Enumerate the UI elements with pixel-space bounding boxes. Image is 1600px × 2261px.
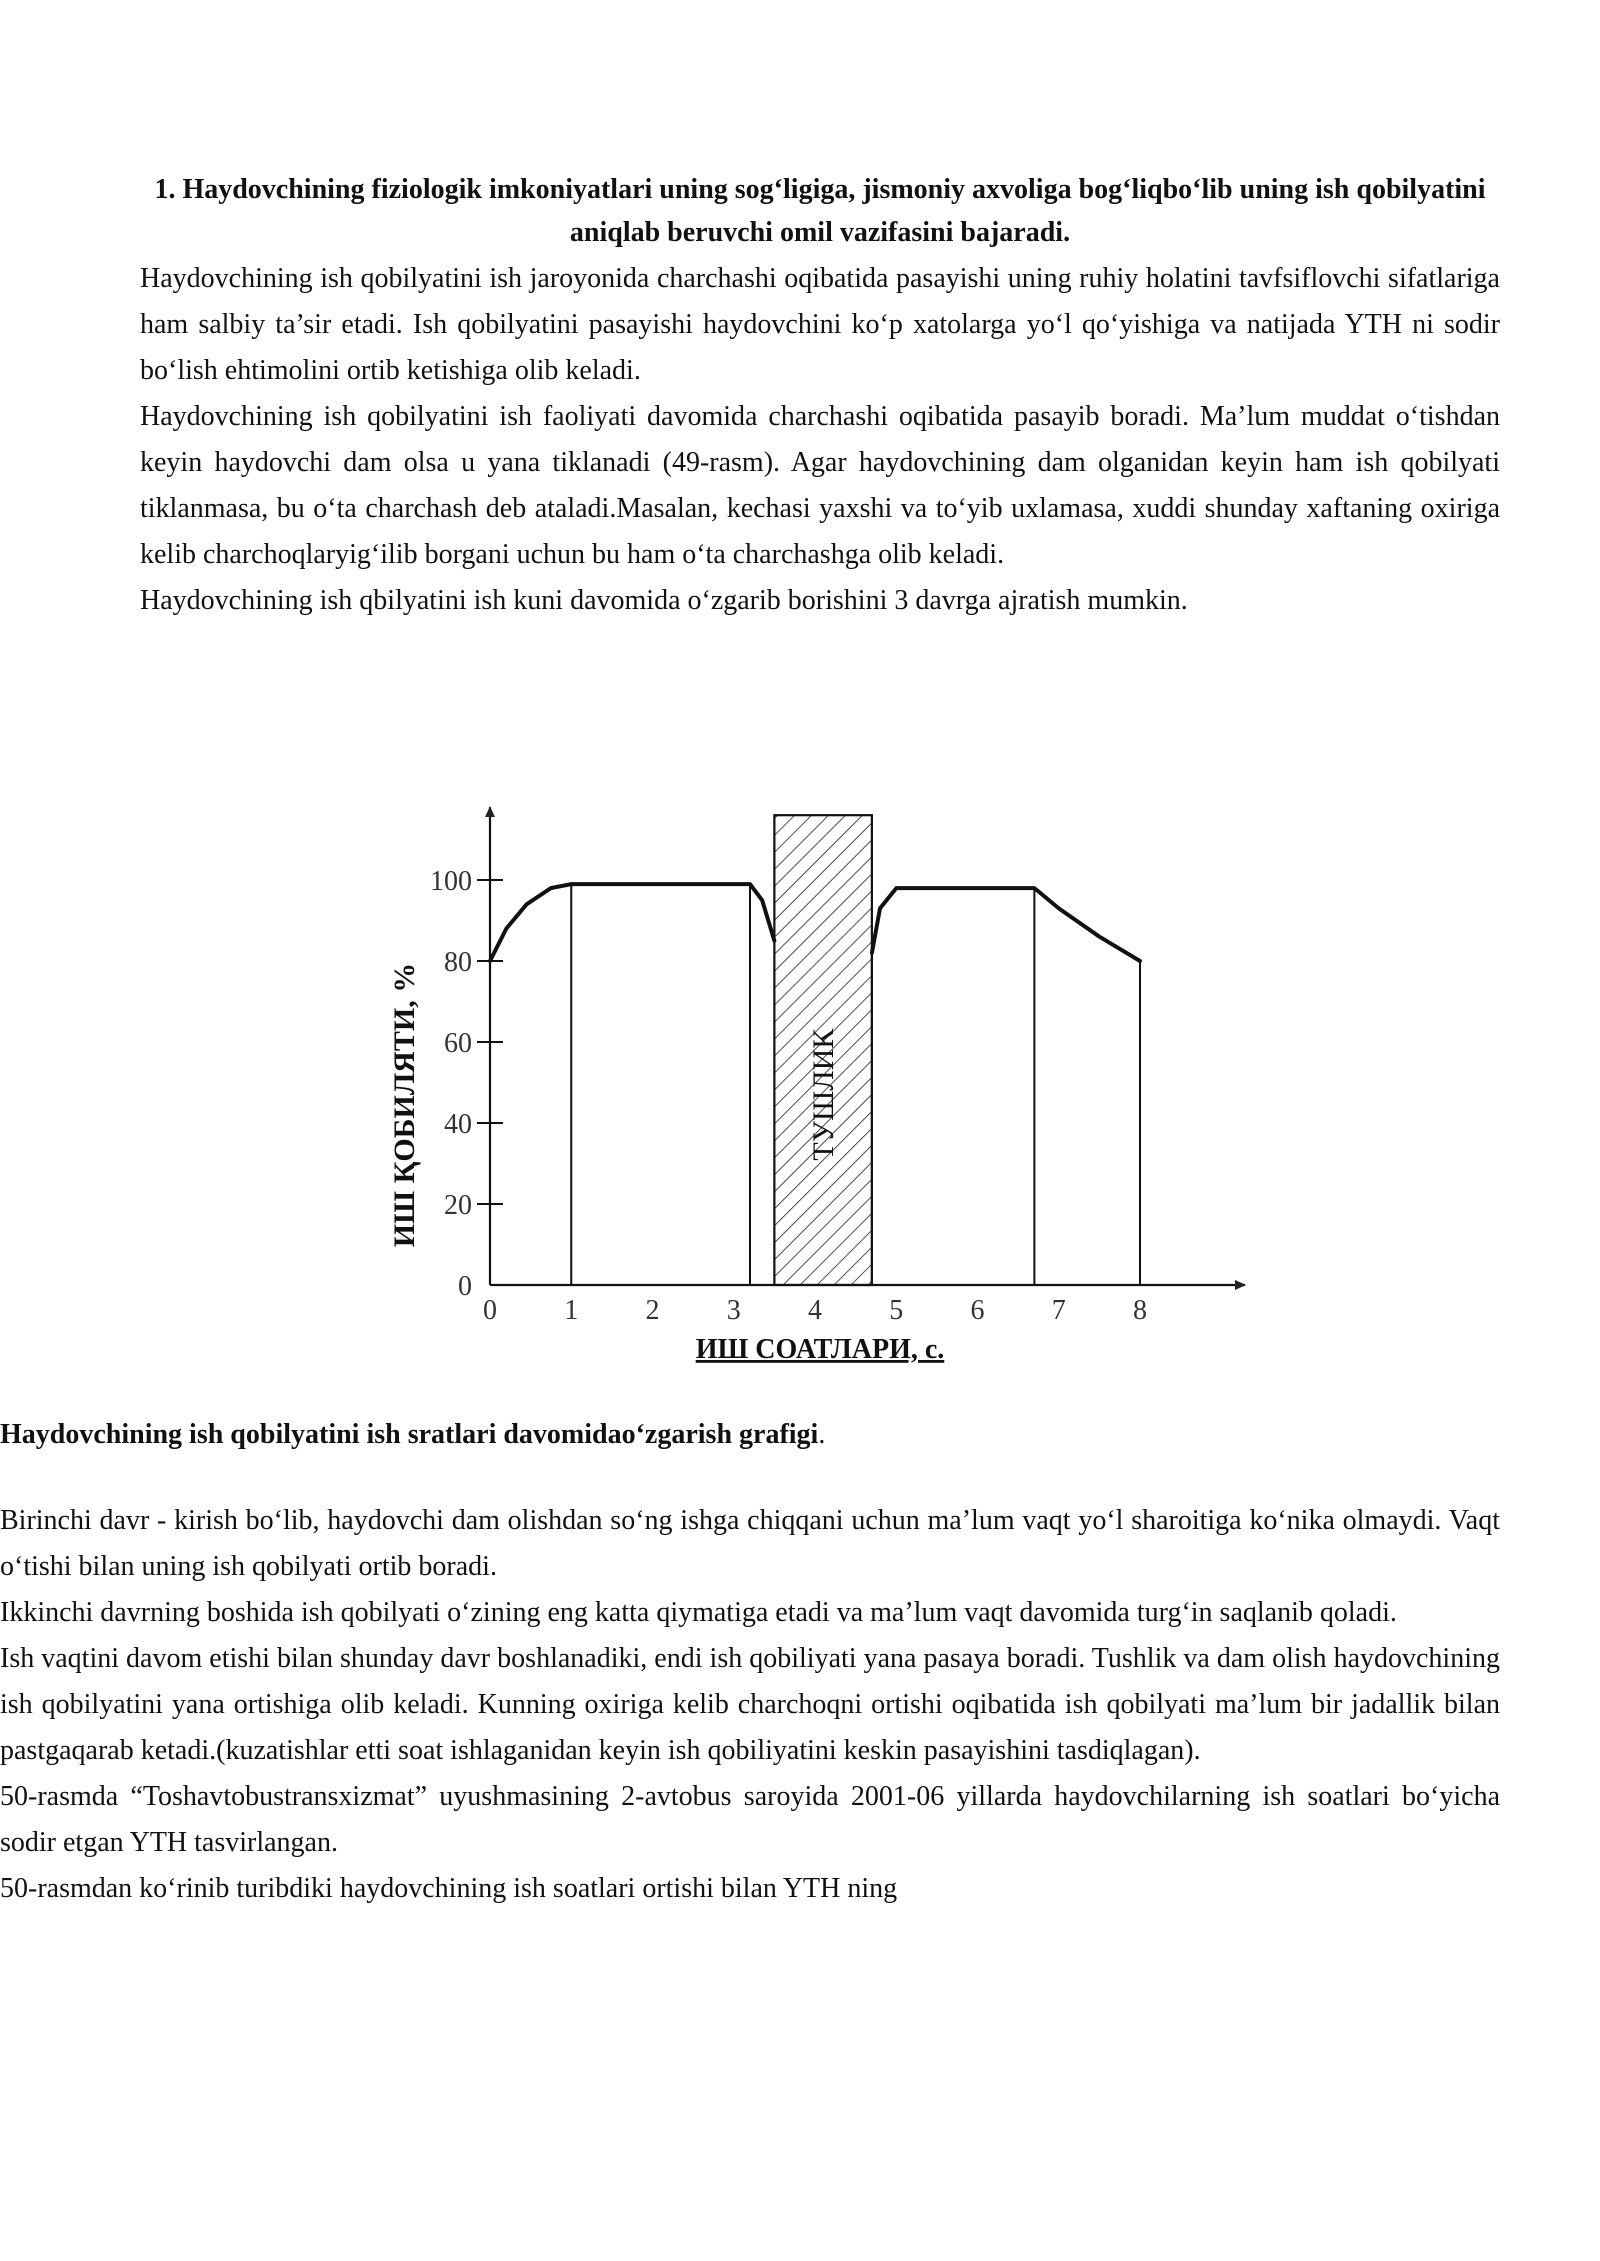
- intro-text: [140, 256, 1500, 624]
- x-tick-label: 7: [1051, 1295, 1066, 1326]
- body-text: [0, 1498, 1500, 1912]
- y-tick-label: 100: [430, 866, 472, 897]
- caption-text: Haydovchining ish qobilyatini ish sratlari davomidao‘zgarish grafigi: [0, 1419, 819, 1450]
- y-tick-label: 0: [458, 1271, 472, 1302]
- x-tick-label: 4: [808, 1295, 822, 1326]
- paragraph: Birinchi davr - kirish bo‘lib, haydovchi dam olishdan so‘ng ishga chiqqani uchun ma’lum vaqt yo‘l sharoitiga ko‘nika olmaydi. Vaqt o‘tishi bilan uning ish qobilyati ortib boradi.: [0, 1505, 1500, 1582]
- paragraph: Ish vaqtini davom etishi bilan shunday davr boshlanadiki, endi ish qobiliyati yana pasaya boradi. Tushlik va dam olish haydovchining ish qobilyatini yana ortishiga olib keladi. Kunning oxiriga kelib charchoqni ortishi oqibatida ish qobilyati ma’lum bir jadallik bilan pastgaqarab ketadi.(kuzatishlar etti soat ishlaganidan keyin ish qobiliyatini keskin pasayishini tasdiqlagan).: [0, 1643, 1500, 1766]
- lunch-break-label: ТУШЛИК: [807, 1028, 841, 1161]
- x-tick-label: 2: [645, 1295, 660, 1326]
- chart-svg: [380, 805, 1280, 1385]
- section-heading: 1. Haydovchining fiziologik imkoniyatlari uning sog‘ligiga, jismoniy axvoliga bog‘liqbo‘lib uning ish qobilyatini aniqlab beruvchi omil vazifasini bajaradi.: [154, 174, 1486, 248]
- x-axis-label: ИШ СОАТЛАРИ, с.: [695, 1334, 945, 1365]
- x-tick-label: 0: [483, 1295, 497, 1326]
- paragraph: 50-rasmdan ko‘rinib turibdiki haydovchining ish soatlari ortishi bilan YTH ning: [0, 1873, 898, 1904]
- x-tick-label: 5: [889, 1295, 904, 1326]
- y-tick-label: 60: [444, 1028, 472, 1059]
- paragraph: Haydovchining ish qobilyatini ish faoliyati davomida charchashi oqibatida pasayib boradi. Ma’lum muddat o‘tishdan keyin haydovchi dam olsa u yana tiklanadi (49-rasm). Agar haydovchining dam olganidan keyin ham ish qobilyati tiklanmasa, bu o‘ta charchash deb ataladi.Masalan, kechasi yaxshi va to‘yib uxlamasa, xuddi shunday xaftaning oxiriga kelib charchoqlaryig‘ilib borgani uchun bu ham o‘ta charchashga olib keladi.: [140, 401, 1500, 570]
- paragraph: Haydovchining ish qobilyatini ish jaroyonida charchashi oqibatida pasayishi uning ruhiy holatini tavfsiflovchi sifatlariga ham salbiy ta’sir etadi. Ish qobilyatini pasayishi haydovchini ko‘p xatolarga yo‘l qo‘yishiga va natijada YTH ni sodir bo‘lish ehtimolini ortib ketishiga olib keladi.: [140, 263, 1500, 386]
- figure-caption: [0, 1412, 1500, 1458]
- y-axis-label: ИШ ҚОБИЛЯТИ, %: [388, 962, 421, 1248]
- x-tick-label: 8: [1133, 1295, 1147, 1326]
- y-tick-label: 40: [444, 1109, 472, 1140]
- y-tick-label: 20: [444, 1190, 472, 1221]
- capacity-curve: [872, 888, 1140, 961]
- paragraph: Haydovchining ish qbilyatini ish kuni davomida o‘zgarib borishini 3 davrga ajratish mumkin.: [140, 585, 1188, 616]
- capacity-curve: [490, 884, 774, 961]
- paragraph: 50-rasmda “Toshavtobustransxizmat” uyushmasining 2-avtobus saroyida 2001-06 yillarda haydovchilarning ish soatlari bo‘yicha sodir etgan YTH tasvirlangan.: [0, 1781, 1500, 1858]
- x-tick-label: 1: [564, 1295, 579, 1326]
- paragraph: Ikkinchi davrning boshida ish qobilyati o‘zining eng katta qiymatiga etadi va ma’lum vaqt davomida turg‘in saqlanib qoladi.: [0, 1597, 1397, 1628]
- y-tick-label: 80: [444, 947, 472, 978]
- x-tick-label: 6: [970, 1295, 985, 1326]
- caption-dot: .: [818, 1419, 826, 1450]
- x-tick-label: 3: [726, 1295, 741, 1326]
- work-capacity-chart: [380, 805, 1280, 1385]
